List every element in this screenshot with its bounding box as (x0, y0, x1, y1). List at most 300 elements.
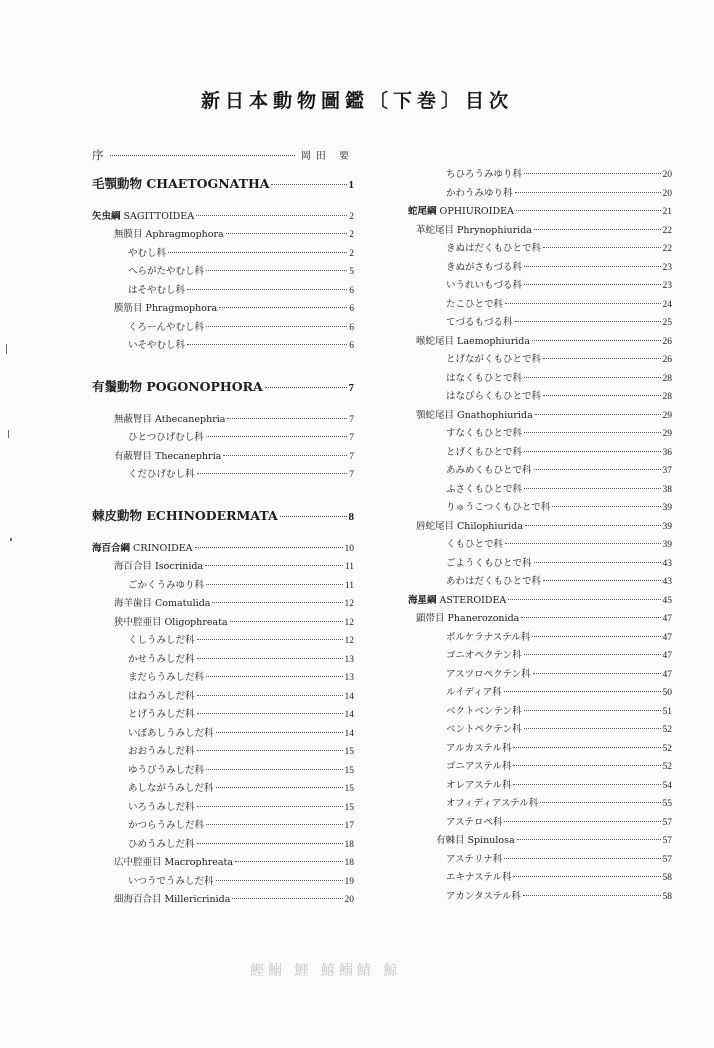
dot-leader (197, 473, 348, 474)
dot-leader (197, 658, 343, 659)
page-number: 39 (662, 540, 672, 550)
entry-title: 唇蛇尾目 Chilophiurida (416, 520, 523, 532)
entry-title: はなびらくもひとで科 (446, 391, 542, 402)
toc-entry-family[interactable] (92, 669, 354, 688)
toc-entry-family[interactable] (92, 577, 354, 596)
toc-entry-family[interactable] (408, 666, 672, 685)
dot-leader (206, 824, 342, 825)
page-number: 57 (662, 817, 672, 828)
toc-entry-family[interactable] (92, 873, 354, 892)
entry-title: 広中腔亜目 Macrophreata (114, 857, 234, 868)
entry-title: いつうでうみしだ科 (128, 875, 214, 887)
dot-leader (524, 710, 661, 711)
toc-entry-family[interactable] (92, 706, 354, 725)
toc-entry-order[interactable] (408, 333, 672, 352)
dot-leader (206, 326, 347, 327)
page-number: 22 (662, 225, 672, 236)
dot-leader (543, 395, 660, 396)
entry-title: 海羊歯目 Comatulida (114, 598, 211, 609)
page-number: 2 (349, 211, 354, 222)
page-number: 14 (344, 710, 354, 720)
entry-title: 有蔽腎目 Thecanephria (114, 450, 222, 462)
page-number: 57 (662, 836, 672, 846)
dot-leader (532, 340, 660, 341)
dot-leader (226, 233, 348, 234)
toc-entry-class[interactable] (92, 540, 354, 559)
page-number: 24 (662, 299, 672, 310)
dot-leader (197, 695, 343, 696)
page-number: 2 (349, 230, 354, 240)
toc-entry-family[interactable] (92, 688, 354, 707)
entry-title: ひとつひげむし科 (128, 432, 204, 443)
dot-leader (232, 898, 342, 899)
spacer (92, 485, 354, 506)
dot-leader (230, 621, 343, 622)
toc-entry-family[interactable] (408, 314, 672, 333)
page-number: 12 (344, 617, 354, 628)
toc-left-column (92, 146, 354, 910)
page-number: 57 (662, 854, 672, 865)
toc-entry-family[interactable] (92, 337, 354, 356)
entry-title: 棘皮動物 ECHINODERMATA (92, 507, 278, 523)
page-number: 13 (344, 673, 354, 683)
entry-title: かせうみしだ科 (128, 653, 195, 665)
toc-entry-order[interactable] (92, 854, 354, 873)
dot-leader (513, 876, 660, 877)
entry-title: いうれいもづる科 (446, 280, 523, 291)
entry-title: 膜筋目 Phragmophora (114, 303, 218, 314)
entry-title: きぬがさもづる科 (446, 261, 523, 273)
entry-title: いぼあしうみしだ科 (128, 727, 214, 739)
entry-title: 無膜目 Aphragmophora (114, 229, 224, 240)
entry-title: 無蔽腎目 Athecanephria (114, 413, 226, 425)
dot-leader (517, 839, 661, 840)
page-number: 20 (344, 895, 354, 905)
dot-leader (205, 565, 343, 566)
dot-leader (532, 636, 660, 637)
entry-title: 顕帯目 Phanerozonida (416, 613, 520, 624)
spacer (92, 527, 354, 540)
dot-leader (552, 506, 660, 507)
dot-leader (197, 750, 343, 751)
page-number: 17 (344, 821, 354, 831)
toc-entry-order[interactable] (92, 891, 354, 910)
page-number: 12 (344, 636, 354, 646)
toc-entry-family[interactable] (92, 725, 354, 744)
entry-title: 狭中腔亜目 Oligophreata (114, 616, 228, 628)
entry-title: 海百合目 Isocrinida (114, 561, 204, 572)
toc-entry-order[interactable] (92, 448, 354, 467)
page-number: 7 (349, 433, 354, 443)
toc-entry-order[interactable] (408, 407, 672, 426)
dot-leader (513, 747, 660, 748)
entry-title: あしながうみしだ科 (128, 783, 214, 794)
entry-title: 革蛇尾目 Phrynophiurida (416, 224, 532, 236)
margin-mark (8, 430, 9, 438)
entry-title: ルイディア科 (446, 687, 502, 698)
class-jp-name: 海百合綱 (92, 542, 131, 554)
toc-entry-family[interactable] (408, 869, 672, 888)
toc-entry-family[interactable] (92, 632, 354, 651)
entry-title: オレアステル科 (446, 779, 512, 791)
page-number: 14 (344, 691, 354, 702)
entry-title: アステリナ科 (446, 853, 503, 865)
page-number: 8 (348, 510, 354, 523)
dot-leader (206, 584, 343, 585)
entry-title: あわはだくもひとで科 (446, 576, 542, 587)
entry-title: ごかくうみゆり科 (128, 579, 205, 591)
toc-entry-family[interactable] (92, 743, 354, 762)
entry-title: エキナステル科 (446, 872, 512, 883)
dot-leader (534, 469, 661, 470)
page-number: 58 (662, 891, 672, 902)
entry-title: アルカステル科 (446, 742, 512, 754)
page-number: 6 (349, 341, 354, 351)
dot-leader (504, 691, 661, 692)
toc-entry-family[interactable] (408, 647, 672, 666)
page-number: 58 (662, 873, 672, 883)
entry-title: はそやむし科 (128, 284, 186, 296)
toc-entry-family[interactable] (92, 466, 354, 485)
entry-title: ベクトベンテン科 (446, 705, 522, 717)
entry-title: りゅうこつくもひとで科 (446, 502, 551, 513)
dot-leader (505, 303, 660, 304)
toc-entry-order[interactable] (408, 610, 672, 629)
page-number: 11 (344, 580, 354, 591)
page-number: 26 (662, 355, 672, 365)
dot-leader (187, 344, 347, 345)
page-number: 51 (662, 706, 672, 717)
toc-entry-order[interactable] (408, 518, 672, 537)
entry-title: かわうみゆり科 (446, 187, 513, 199)
dot-leader (197, 843, 343, 844)
toc-entry-family[interactable] (408, 536, 672, 555)
dot-leader (195, 547, 343, 548)
toc-entry-family[interactable] (408, 573, 672, 592)
dot-leader (534, 229, 661, 230)
dot-leader (516, 210, 661, 211)
entry-title: アステロペ科 (446, 816, 503, 828)
entry-title: とげながくもひとで科 (446, 354, 542, 365)
toc-entry-family[interactable] (408, 277, 672, 296)
toc-entry-family[interactable] (408, 240, 672, 259)
toc-entry-family[interactable] (408, 351, 672, 370)
dot-leader (521, 617, 660, 618)
page-number: 20 (662, 188, 672, 199)
toc-entry-family[interactable] (408, 425, 672, 444)
entry-title: ちひろうみゆり科 (446, 169, 523, 180)
dot-leader (540, 802, 660, 803)
dot-leader (197, 713, 343, 714)
dot-leader (524, 284, 660, 285)
dot-leader (524, 173, 660, 174)
dot-leader (543, 247, 660, 248)
page-number: 21 (662, 207, 672, 217)
entry-title: てづるもづる科 (446, 317, 513, 328)
entry-title: 有棘目 Spinulosa (436, 835, 515, 846)
page-number: 5 (349, 267, 354, 277)
dot-leader (206, 676, 342, 677)
page-number: 7 (349, 470, 354, 480)
class-latin-name: ASTEROIDEA (439, 594, 507, 606)
dot-leader (206, 270, 347, 271)
page-number: 15 (344, 784, 354, 794)
dot-leader (524, 728, 661, 729)
dot-leader (504, 821, 660, 822)
toc-entry-order[interactable] (92, 558, 354, 577)
toc-entry-family[interactable] (92, 817, 354, 836)
class-latin-name: SAGITTOIDEA (123, 210, 195, 222)
entry-title: アカンタステル科 (446, 890, 521, 902)
spacer (92, 195, 354, 208)
entry-title: はねうみしだ科 (128, 690, 195, 702)
page-number: 47 (662, 614, 672, 624)
page-number: 52 (662, 743, 672, 754)
toc-entry-class[interactable] (408, 592, 672, 611)
page-title: 新日本動物圖鑑〔下巻〕目次 (200, 90, 513, 112)
page-number: 6 (349, 304, 354, 314)
page-number: 54 (662, 780, 672, 791)
dot-leader (216, 732, 343, 733)
toc-entry-family[interactable] (92, 762, 354, 781)
page-number: 43 (662, 577, 672, 587)
toc-entry-order[interactable] (408, 832, 672, 851)
dot-leader (187, 289, 347, 290)
toc-entry-phylum[interactable] (92, 174, 354, 195)
entry-title: ベントペクテン科 (446, 724, 522, 735)
entry-title: まだらうみしだ科 (128, 672, 205, 683)
entry-title: くしうみしだ科 (128, 635, 195, 646)
dot-leader (525, 525, 661, 526)
toc-entry-family[interactable] (92, 319, 354, 338)
toc-entry-family[interactable] (408, 777, 672, 796)
page-number: 50 (662, 688, 672, 698)
toc-right-column (408, 166, 672, 906)
toc-entry-family[interactable] (408, 444, 672, 463)
toc-entry-family[interactable] (92, 429, 354, 448)
entry-title (92, 540, 193, 559)
entry-title: きぬはだくもひとで科 (446, 243, 542, 254)
preface-label: 序 (92, 148, 104, 162)
page-number: 47 (662, 651, 672, 661)
entry-title: くもひとで科 (446, 539, 504, 550)
entry-title: ひめうみしだ科 (128, 838, 195, 850)
toc-entry-family[interactable] (408, 758, 672, 777)
entry-title: とげくもひとで科 (446, 446, 523, 458)
dot-leader (535, 414, 661, 415)
dot-leader (524, 451, 660, 452)
dot-leader (168, 252, 347, 253)
entry-title: たこひとで科 (446, 298, 504, 310)
dot-leader (206, 769, 342, 770)
dot-leader (524, 488, 660, 489)
entry-title: ゴニアステル科 (446, 761, 512, 772)
page-number: 15 (344, 747, 354, 757)
dot-leader (206, 436, 347, 437)
dot-leader (524, 377, 660, 378)
page-number: 1 (348, 178, 354, 191)
page-number: 45 (662, 595, 672, 606)
toc-entry-family[interactable] (408, 388, 672, 407)
page-number: 14 (344, 728, 354, 739)
entry-title: 有鬚動物 POGONOPHORA (92, 378, 263, 394)
dot-leader (271, 184, 346, 185)
page-number: 37 (662, 466, 672, 476)
entry-title: ボルケラナステル科 (446, 631, 531, 643)
toc-entry-family[interactable] (408, 703, 672, 722)
page-number: 25 (662, 318, 672, 328)
dot-leader (223, 455, 347, 456)
page-number: 10 (344, 543, 354, 554)
entry-title: とげうみしだ科 (128, 709, 195, 720)
dot-leader (504, 858, 660, 859)
entry-title (92, 208, 194, 227)
toc-entry-family[interactable] (408, 629, 672, 648)
page-number: 13 (344, 654, 354, 665)
dot-leader (513, 784, 660, 785)
class-jp-name: 蛇尾綱 (408, 206, 437, 217)
preface-author: 岡田 要 (300, 151, 354, 162)
page-number: 47 (662, 632, 672, 643)
page-number: 38 (662, 484, 672, 495)
toc-entry-order[interactable] (92, 595, 354, 614)
toc-entry-class[interactable] (92, 208, 354, 227)
entry-title: あみめくもひとで科 (446, 465, 532, 476)
toc-entry-order[interactable] (92, 411, 354, 430)
page-number: 18 (344, 839, 354, 850)
dot-leader (505, 543, 660, 544)
dot-leader (524, 654, 661, 655)
page-number: 55 (662, 799, 672, 809)
toc-entry-family[interactable] (408, 166, 672, 185)
page-number: 19 (344, 876, 354, 887)
toc-entry-order[interactable] (92, 226, 354, 245)
dot-leader (524, 432, 660, 433)
page-number: 11 (344, 562, 354, 572)
toc-entry-family[interactable] (92, 245, 354, 264)
toc-entry-family[interactable] (408, 888, 672, 907)
dot-leader (524, 266, 660, 267)
dot-leader (508, 599, 660, 600)
toc-entry-family[interactable] (408, 795, 672, 814)
toc-entry-family[interactable] (408, 462, 672, 481)
toc-entry-family[interactable] (408, 185, 672, 204)
toc-entry-order[interactable] (92, 614, 354, 633)
page-number: 7 (348, 381, 354, 394)
page-number: 39 (662, 521, 672, 532)
dot-leader (216, 787, 343, 788)
toc-entry-family[interactable] (408, 721, 672, 740)
margin-mark (6, 344, 7, 354)
toc-entry-family[interactable] (408, 814, 672, 833)
toc-entry-family[interactable] (92, 263, 354, 282)
entry-title: アスツロペクテン科 (446, 668, 531, 680)
page-number: 39 (662, 503, 672, 513)
page-number: 43 (662, 558, 672, 569)
entry-title (408, 592, 506, 611)
dot-leader (543, 580, 660, 581)
toc-entry-order[interactable] (92, 300, 354, 319)
dot-leader (196, 215, 347, 216)
page-number: 23 (662, 281, 672, 291)
dot-leader (533, 673, 661, 674)
entry-title: おおうみしだ科 (128, 746, 195, 757)
toc-entry-family[interactable] (92, 836, 354, 855)
entry-title (408, 203, 514, 222)
entry-title: すなくもひとで科 (446, 428, 523, 439)
toc-entry-order[interactable] (408, 222, 672, 241)
page-number: 6 (349, 285, 354, 296)
dot-leader (523, 895, 661, 896)
page-number: 29 (662, 429, 672, 439)
toc-entry-family[interactable] (92, 282, 354, 301)
entry-title: オフィディアステル科 (446, 798, 539, 809)
dot-leader (515, 192, 661, 193)
page-number: 28 (662, 373, 672, 384)
dot-leader (197, 639, 343, 640)
toc-entry-family[interactable] (408, 296, 672, 315)
toc-entry-family[interactable] (408, 370, 672, 389)
entry-title: ゴニオペクテン科 (446, 650, 522, 661)
page-number: 29 (662, 410, 672, 421)
dot-leader (513, 765, 660, 766)
page-number: 28 (662, 392, 672, 402)
page-number: 47 (662, 669, 672, 680)
page-number: 7 (349, 451, 354, 462)
toc-entry-family[interactable] (92, 780, 354, 799)
class-latin-name: CRINOIDEA (133, 542, 193, 554)
page-number: 15 (344, 802, 354, 813)
toc-entry-preface[interactable] (92, 146, 354, 167)
footer-faint-text: 鰹鰯 鯉 鱚鰯鯖 鯨 (250, 963, 402, 979)
dot-leader (534, 562, 661, 563)
toc-entry-phylum[interactable] (92, 506, 354, 527)
page-number: 52 (662, 762, 672, 772)
page-number: 36 (662, 447, 672, 458)
toc-entry-family[interactable] (408, 499, 672, 518)
page-number: 15 (344, 765, 354, 776)
page-number: 26 (662, 336, 672, 347)
page-number: 6 (349, 322, 354, 333)
entry-title: くだひげむし科 (128, 469, 195, 480)
entry-title: へらがたやむし科 (128, 266, 205, 277)
toc-entry-family[interactable] (92, 799, 354, 818)
entry-title: いそやむし科 (128, 340, 186, 351)
dot-leader (216, 880, 343, 881)
toc-entry-family[interactable] (408, 555, 672, 574)
page-number: 52 (662, 725, 672, 735)
entry-title: いろうみしだ科 (128, 801, 195, 813)
dot-leader (280, 516, 347, 517)
class-jp-name: 海星綱 (408, 594, 437, 606)
toc-entry-family[interactable] (92, 651, 354, 670)
page-number: 23 (662, 262, 672, 273)
toc-entry-family[interactable] (408, 740, 672, 759)
entry-title: ふさくもひとで科 (446, 483, 523, 495)
toc-entry-phylum[interactable] (92, 377, 354, 398)
spacer (92, 398, 354, 411)
toc-entry-family[interactable] (408, 684, 672, 703)
toc-entry-class[interactable] (408, 203, 672, 222)
dot-leader (212, 602, 342, 603)
toc-entry-family[interactable] (408, 481, 672, 500)
toc-entry-family[interactable] (408, 851, 672, 870)
page-number: 20 (662, 170, 672, 180)
page-number: 12 (344, 599, 354, 609)
dot-leader (515, 321, 661, 322)
entry-title: ごようくもひとで科 (446, 557, 532, 569)
toc-entry-family[interactable] (408, 259, 672, 278)
